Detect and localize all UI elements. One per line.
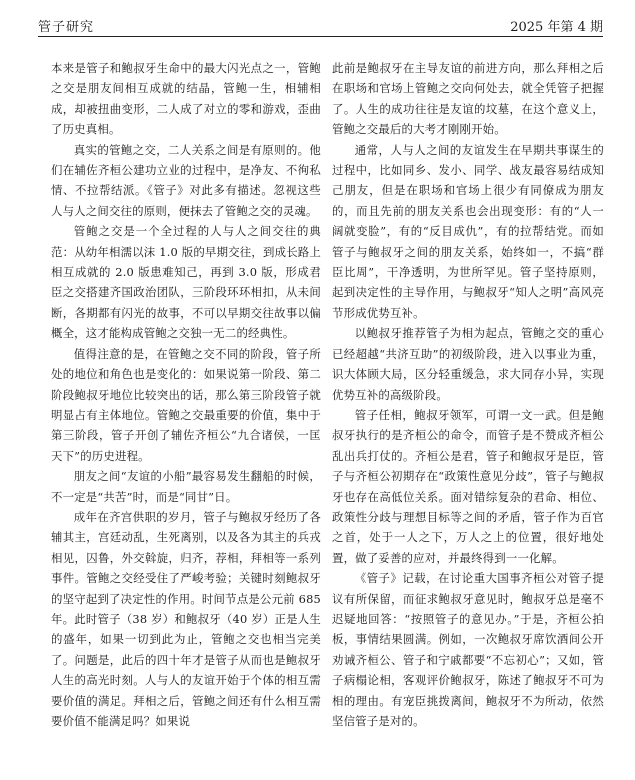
paragraph: 管鲍之交是一个全过程的人与人之间交往的典范：从幼年相濡以沫 1.0 版的早期交往，到成长路上相互成就的 2.0 版患难知己，再到 3.0 版，形成君臣之交搭建齐国政治团队，三阶段环环相扣，从未间断，各期都有闪光的故事，不可以早期交往故事以偏概全，这才能构成管鲍之交独一无二的经典性。 [51,224,321,341]
paragraph: 成年在齐宫供职的岁月，管子与鲍叔牙经历了各辅其主，宫廷动乱，生死离别，以及各为其主的兵戎相见，囚鲁，外交斡旋，归齐，荐相，拜相等一系列事件。管鲍之交经受住了严峻考验；关键时刻鲍叔牙的坚守起到了决定性的作用。时间节点是公元前 685 年。此时管子（38 岁）和鲍叔牙（40 岁）正是人生的盛年，如果一切到此为止，管鲍之交也相当完美了。问题是，此后的四十年才是管子从而也是鲍叔牙人生的高光时刻。人与人的友谊开始于个体的相互需要价值的满足。拜相之后，管鲍之间还有什么相互需要价值不能满足吗？如果说 [51,509,321,728]
paragraph: 《管子》记载，在讨论重大国事齐桓公对管子提议有所保留，而征求鲍叔牙意见时，鲍叔牙总是毫不迟疑地回答：“按照管子的意见办。”于是，齐桓公拍板，事情结果圆满。例如，一次鲍叔牙席饮酒间公开劝诫齐桓公、管子和宁戚都要“不忘初心”；又如，管子病榻论相，客观评价鲍叔牙，陈述了鲍叔牙不可为相的理由。有宠臣挑拨离间，鲍叔牙不为所动，依然坚信管子是对的。 [332,571,604,728]
paragraph: 朋友之间“友谊的小船”最容易发生翻船的时候，不一定是“共苦”时，而是“同甘”日。 [51,469,321,504]
paragraph: 真实的管鲍之交，二人关系之间是有原则的。他们在辅佐齐桓公建功立业的过程中，是净友、不徇私情、不拉帮结派。《管子》对此多有描述。忽视这些人与人之间交往的原则，便抹去了管鲍之交的灵魂。 [51,142,321,218]
issue-number: 2025 年第 4 期 [510,20,603,35]
paragraph: 以鲍叔牙推荐管子为相为起点，管鲍之交的重心已经超越“共济互助”的初级阶段，进入以事业为重，识大体顾大局，区分轻重缓急，求大同存小异，实现优势互补的高级阶段。 [332,326,604,402]
journal-title: 管子研究 [38,20,95,35]
paragraph: 通常，人与人之间的友谊发生在早期共事谋生的过程中，比如同乡、发小、同学、战友最容易结成知己朋友，但是在职场和官场上很少有同僚成为朋友的，而且先前的朋友关系也会出现变形：有的“人一阔就变脸”，有的“反目成仇”，有的拉帮结党。而如管子与鲍叔牙之间的朋友关系，始终如一，不搞“群臣比周”，干净透明，为世所罕见。管子坚持原则，起到决定性的主导作用，与鲍叔牙“知人之明”高风亮节形成优势互补。 [332,142,604,320]
paragraph: 本来是管子和鲍叔牙生命中的最大闪光点之一，管鲍之交是朋友间相互成就的结晶，管鲍一生，相辅相成，却被扭曲变形，二人成了对立的零和游戏，歪曲了历史真相。 [51,61,321,137]
paragraph: 值得注意的是，在管鲍之交不同的阶段，管子所处的地位和角色也是变化的：如果说第一阶段、第二阶段鲍叔牙地位比较突出的话，那么第三阶段管子就明显占有主体地位。管鲍之交最重要的价值，集中于第三阶段，管子开创了辅佐齐桓公“九合诸侯，一匡天下”的历史进程。 [51,346,321,463]
paragraph: 此前是鲍叔牙在主导友谊的前进方向，那么拜相之后在职场和官场上管鲍之交向何处去，就全凭管子把握了。人生的成功往往是友谊的坟墓，在这个意义上，管鲍之交最后的大考才刚刚开始。 [332,61,604,137]
page-header [38,14,603,37]
right-column [332,58,604,731]
paragraph: 管子任相，鲍叔牙领军，可谓一文一武。但是鲍叔牙执行的是齐桓公的命令，而管子是不赞成齐桓公乱出兵打仗的。齐桓公是君，管子和鲍叔牙是臣，管子与齐桓公初期存在“政策性意见分歧”，管子与鲍叔牙也存在高低位关系。面对错综复杂的君命、相位、政策性分歧与理想目标等之间的矛盾，管子作为百官之首，处于一人之下，万人之上的位置，很好地处置，做了妥善的应对，并最终得到一一化解。 [332,407,604,565]
left-column [51,58,321,731]
